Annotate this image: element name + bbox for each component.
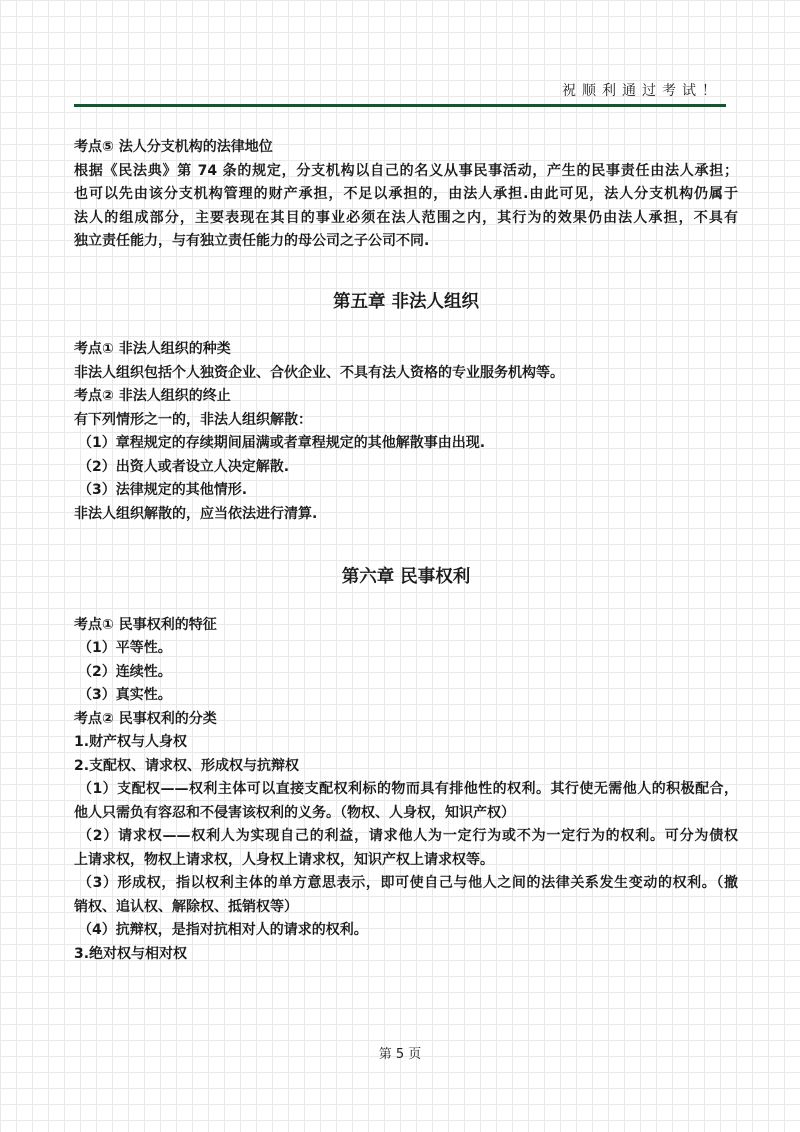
list-item: （3）真实性。 (78, 687, 172, 703)
page-number: 第 5 页 (378, 1047, 422, 1062)
paragraph-line: （1）支配权——权利主体可以直接支配权利标的物而具有排他性的权利。其行使无需他人的积极配合， (78, 781, 738, 797)
header-slogan: 祝顺利通过考试！ (562, 83, 722, 99)
subsection-heading: 2.支配权、请求权、形成权与抗辩权 (74, 757, 300, 774)
paragraph-line: 销权、追认权、解除权、抵销权等） (74, 898, 298, 915)
paragraph-line: 有下列情形之一的，非法人组织解散： (74, 411, 312, 428)
paragraph-line: （4）抗辩权，是指对抗相对人的请求的权利。 (78, 922, 368, 938)
paragraph-line: （3）形成权，指以权利主体的单方意思表示，即可使自己与他人之间的法律关系发生变动的权利。（撤 (78, 875, 738, 891)
paragraph-line: 非法人组织包括个人独资企业、合伙企业、不具有法人资格的专业服务机构等。 (74, 364, 564, 381)
list-item: （1）平等性。 (78, 640, 172, 656)
section-heading: 考点⑤ 法人分支机构的法律地位 (74, 139, 273, 155)
section-heading: 考点② 民事权利的分类 (74, 710, 217, 727)
subsection-heading: 1.财产权与人身权 (74, 734, 188, 750)
header-rule (74, 104, 726, 107)
chapter-title: 第五章 非法人组织 (332, 291, 480, 312)
list-item: （2）出资人或者设立人决定解散. (78, 458, 290, 475)
paragraph-line: （2）请求权——权利人为实现自己的利益，请求他人为一定行为或不为一定行为的权利。可分为债权 (78, 828, 738, 844)
paragraph-line: 法人的组成部分，主要表现在其目的事业必须在法人范围之内，其行为的效果仍由法人承担，不具有 (74, 209, 738, 226)
section-heading: 考点① 民事权利的特征 (74, 616, 217, 633)
paragraph-line: 也可以先由该分支机构管理的财产承担，不足以承担的，由法人承担.由此可见，法人分支机构仍属于 (74, 186, 738, 202)
paragraph-line: 根据《民法典》第 74 条的规定，分支机构以自己的名义从事民事活动，产生的民事责任由法人承担； (74, 162, 738, 179)
list-item: （1）章程规定的存续期间届满或者章程规定的其他解散事由出现. (78, 435, 486, 451)
list-item: （3）法律规定的其他情形. (78, 482, 248, 498)
page-content (74, 136, 738, 966)
paragraph-line: 上请求权，物权上请求权，人身权上请求权，知识产权上请求权等。 (74, 851, 494, 868)
paragraph-line: 他人只需负有容忍和不侵害该权利的义务。（物权、人身权，知识产权） (74, 804, 515, 821)
paragraph-line: 独立责任能力，与有独立责任能力的母公司之子公司不同. (74, 233, 430, 249)
section-heading: 考点② 非法人组织的终止 (74, 388, 231, 404)
list-item: （2）连续性。 (78, 663, 172, 680)
chapter-title: 第六章 民事权利 (341, 567, 471, 587)
section-heading: 考点① 非法人组织的种类 (74, 341, 231, 357)
paragraph-line: 非法人组织解散的，应当依法进行清算. (74, 505, 318, 522)
subsection-heading: 3.绝对权与相对权 (74, 945, 188, 962)
